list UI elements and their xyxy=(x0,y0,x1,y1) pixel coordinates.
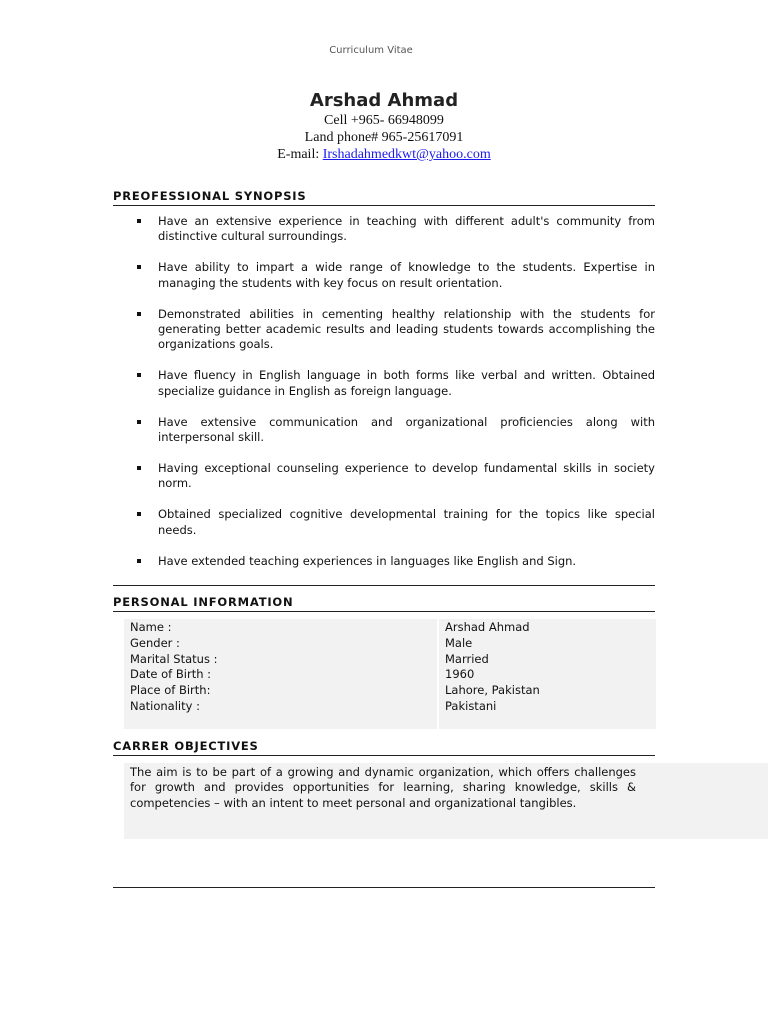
synopsis-item: Demonstrated abilities in cementing healthy relationship with the students for generating better academic results and leading students towards accomplishing the organizations goals. xyxy=(113,307,655,353)
bullet-icon xyxy=(137,512,141,516)
email-label: E-mail: xyxy=(277,147,323,162)
row-label: Marital Status : xyxy=(130,652,218,666)
row-value: 1960 xyxy=(445,667,475,681)
personal-info-table xyxy=(124,619,656,729)
synopsis-heading: PREOFESSIONAL SYNOPSIS xyxy=(113,189,655,206)
bullet-icon xyxy=(137,559,141,563)
synopsis-item: Have extensive communication and organizational proficiencies along with interpersonal skill. xyxy=(113,415,655,446)
row-value: Male xyxy=(445,636,473,650)
email-link[interactable]: Irshadahmedkwt@yahoo.com xyxy=(322,147,491,162)
synopsis-list xyxy=(113,214,655,585)
synopsis-item: Have extended teaching experiences in languages like English and Sign. xyxy=(113,554,655,569)
email-line xyxy=(0,146,768,163)
document-caption: Curriculum Vitae xyxy=(329,45,413,56)
row-label: Nationality : xyxy=(130,699,200,713)
cell-phone: Cell +965- 66948099 xyxy=(324,113,444,128)
land-phone: Land phone# 965-25617091 xyxy=(304,130,464,145)
synopsis-item: Having exceptional counseling experience to develop fundamental skills in society norm. xyxy=(113,461,655,492)
personal-heading: PERSONAL INFORMATION xyxy=(113,595,655,612)
row-value: Lahore, Pakistan xyxy=(445,683,540,697)
synopsis-item: Have ability to impart a wide range of knowledge to the students. Expertise in managing the students with key focus on result orientation. xyxy=(113,260,655,291)
table-row xyxy=(124,683,656,699)
row-label: Gender : xyxy=(130,636,180,650)
row-value: Married xyxy=(445,652,489,666)
bottom-divider xyxy=(113,887,655,888)
table-row xyxy=(124,652,656,668)
row-label: Place of Birth: xyxy=(130,683,211,697)
table-row xyxy=(124,699,656,715)
candidate-name: Arshad Ahmad xyxy=(309,90,459,111)
bullet-icon xyxy=(137,373,141,377)
bullet-icon xyxy=(137,466,141,470)
row-label: Date of Birth : xyxy=(130,667,212,681)
objectives-box xyxy=(124,763,768,839)
synopsis-item: Obtained specialized cognitive developmental training for the topics like special needs. xyxy=(113,507,655,538)
bullet-icon xyxy=(137,312,141,316)
objectives-heading: CARRER OBJECTIVES xyxy=(113,739,655,756)
table-row xyxy=(124,636,656,652)
bullet-icon xyxy=(137,265,141,269)
row-value: Pakistani xyxy=(445,699,497,713)
bullet-icon xyxy=(137,420,141,424)
section-divider xyxy=(113,585,655,586)
row-label: Name : xyxy=(130,620,172,634)
table-row xyxy=(124,620,656,636)
bullet-icon xyxy=(137,219,141,223)
synopsis-item: Have an extensive experience in teaching with different adult's community from distinctive cultural surroundings. xyxy=(113,214,655,245)
table-row xyxy=(124,667,656,683)
synopsis-item: Have fluency in English language in both forms like verbal and written. Obtained specialize guidance in English as foreign language. xyxy=(113,368,655,399)
objectives-text: The aim is to be part of a growing and dynamic organization, which offers challenges for growth and provides opportunities for learning, sharing knowledge, skills & competencies – with an intent to meet personal and organizational tangibles. xyxy=(130,765,636,810)
row-value: Arshad Ahmad xyxy=(445,620,530,634)
